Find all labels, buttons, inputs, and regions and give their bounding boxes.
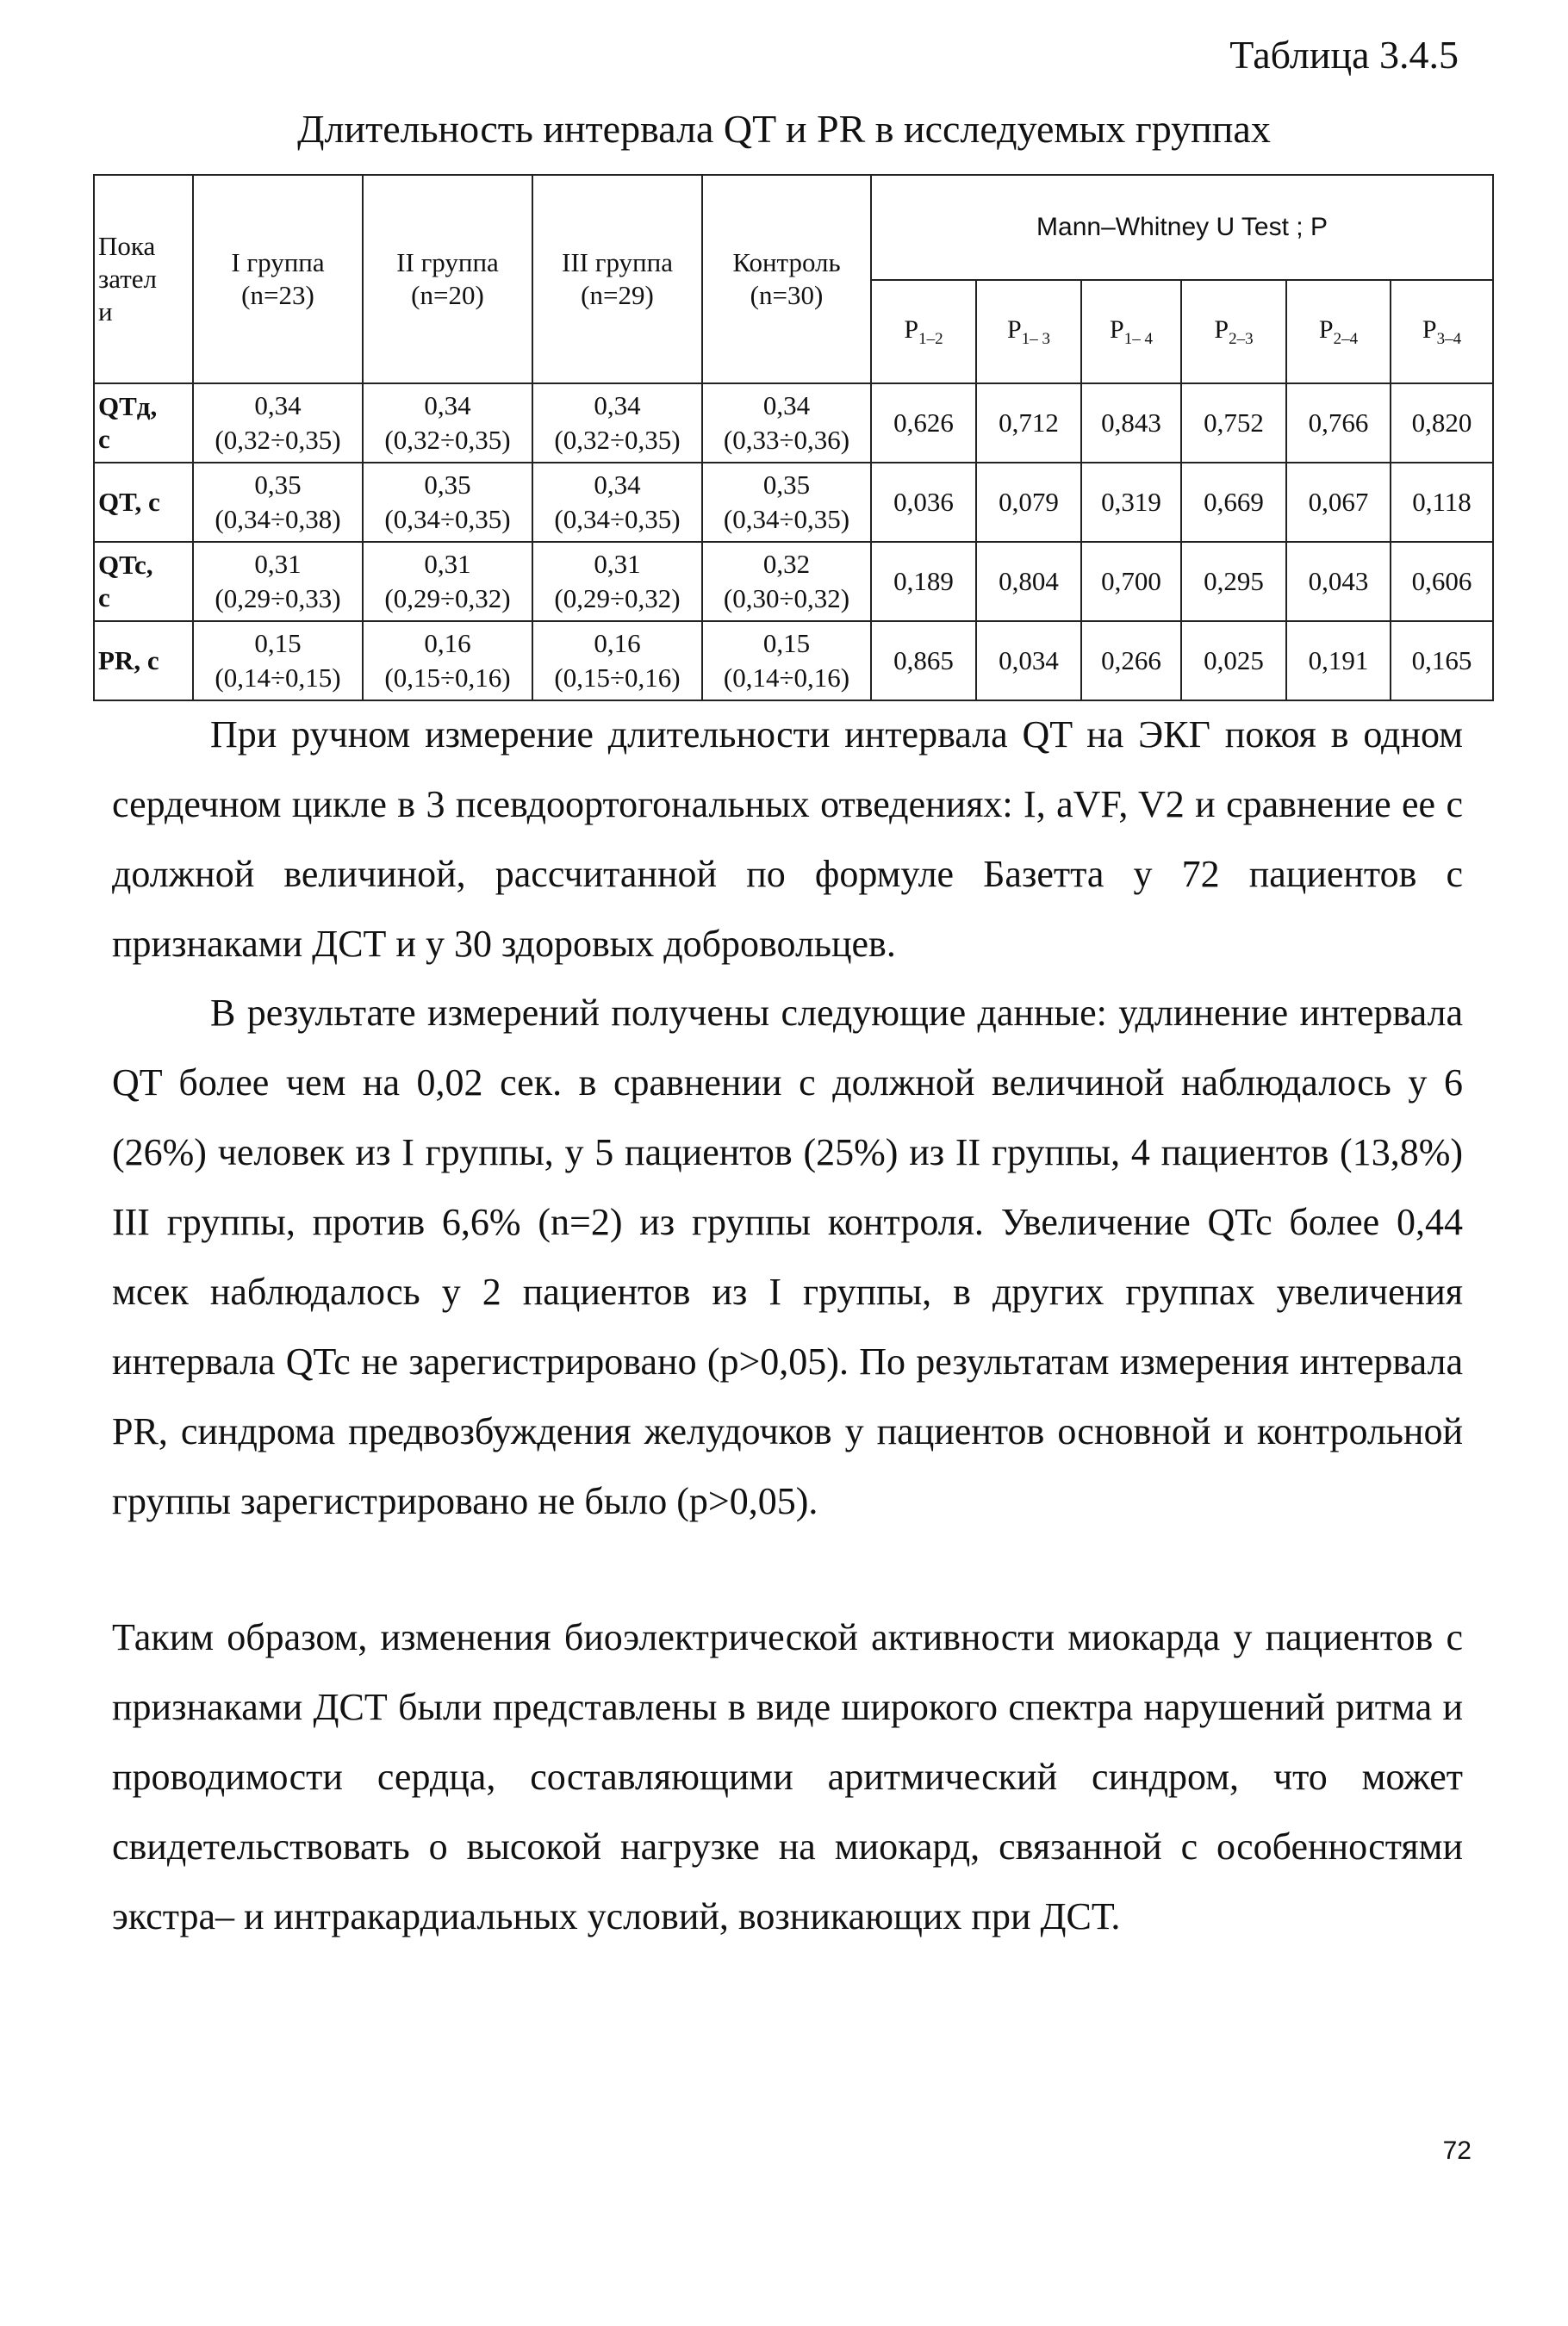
paragraph-text: Таким образом, изменения биоэлектрической активности миокарда у пациентов с признаками ДСТ были представлены в виде широкого спектра нарушений ритма и проводимости сердца, составляющими аритмический синдром, что может свидетельствовать о высокой нагрузке на миокард, связанной с особенностями экстра– и интракардиальных условий, возникающих при ДСТ. — [112, 1616, 1463, 1937]
indicator-label: QT, с — [98, 487, 160, 517]
indicator-header — [94, 175, 193, 383]
median-value: 0,34 — [254, 390, 302, 420]
p-value-cell: 0,191 — [1286, 621, 1391, 700]
group-value-cell — [532, 542, 702, 621]
group-value-cell — [532, 621, 702, 700]
p-value-cell: 0,118 — [1391, 463, 1493, 542]
indicator-label: QTc, с — [98, 550, 153, 613]
range-value: (0,32÷0,35) — [554, 425, 681, 455]
p-value-cell: 0,626 — [871, 383, 976, 463]
range-value: (0,29÷0,32) — [554, 583, 681, 613]
median-value: 0,34 — [594, 470, 641, 500]
range-value: (0,33÷0,36) — [723, 425, 850, 455]
p-value-cell: 0,843 — [1081, 383, 1181, 463]
median-value: 0,16 — [424, 628, 471, 658]
data-table — [93, 174, 1494, 701]
group-value-cell — [193, 463, 363, 542]
p-value-cell: 0,712 — [976, 383, 1081, 463]
group-name: II группа — [396, 247, 499, 277]
group-header-control — [702, 175, 871, 383]
group-name: Контроль — [732, 247, 841, 277]
p-header: $P_{1- 3}$ — [976, 280, 1081, 383]
group-value-cell — [193, 542, 363, 621]
table-row — [94, 542, 1493, 621]
p-value-cell: 0,865 — [871, 621, 976, 700]
group-value-cell — [363, 383, 532, 463]
mann-whitney-header: Mann–Whitney U Test ; P — [871, 175, 1493, 280]
paragraph-text: При ручном измерение длительности интервала QT на ЭКГ покоя в одном сердечном цикле в 3 псевдоортогональных отведениях: I, aVF, V2 и сравнение ее с должной величиной, рассчитанной по формуле Базетта у 72 пациентов с признаками ДСТ и у 30 здоровых добровольцев. — [112, 713, 1463, 965]
group-value-cell — [702, 621, 871, 700]
indicator-label: QTд, с — [98, 391, 158, 454]
paragraph-2 — [112, 978, 1463, 1536]
group-value-cell — [532, 463, 702, 542]
median-value: 0,34 — [762, 390, 811, 420]
p-value-cell: 0,820 — [1391, 383, 1493, 463]
p-header: $P_{1- 4}$ — [1081, 280, 1181, 383]
p-header: $P_{2-3}$ — [1181, 280, 1286, 383]
median-value: 0,31 — [424, 549, 471, 579]
group-header-1 — [193, 175, 363, 383]
p-value-cell: 0,036 — [871, 463, 976, 542]
group-n: (n=30) — [750, 280, 824, 310]
p-value-cell: 0,319 — [1081, 463, 1181, 542]
p-value-cell: 0,025 — [1181, 621, 1286, 700]
group-name: III группа — [562, 247, 673, 277]
median-value: 0,32 — [762, 549, 811, 579]
range-value: (0,14÷0,16) — [723, 662, 850, 693]
group-value-cell — [702, 383, 871, 463]
page-number: 72 — [1442, 2136, 1472, 2165]
table-body — [94, 383, 1493, 700]
group-value-cell — [363, 542, 532, 621]
group-header-2 — [363, 175, 532, 383]
paragraph-1 — [112, 700, 1463, 979]
indicator-header-text: Пока зател и — [98, 231, 157, 327]
median-value: 0,31 — [594, 549, 641, 579]
table-header — [94, 175, 1493, 383]
range-value: (0,34÷0,35) — [723, 504, 850, 534]
paragraph-text: В результате измерений получены следующие данные: удлинение интервала QT более чем на 0,02 сек. в сравнении с должной величиной наблюдалось у 6 (26%) человек из I группы, у 5 пациентов (25%) из II группы, 4 пациентов (13,8%) III группы, против 6,6% (n=2) из группы контроля. Увеличение QTc более 0,44 мсек наблюдалось у 2 пациентов из I группы, в других группах увеличения интервала QTc не зарегистрировано (p>0,05). По результатам измерения интервала PR, синдрома предвозбуждения желудочков у пациентов основной и контрольной группы зарегистрировано не было (p>0,05). — [112, 992, 1463, 1522]
p-value-cell: 0,606 — [1391, 542, 1493, 621]
group-value-cell — [702, 542, 871, 621]
indicator-cell — [94, 383, 193, 463]
group-n: (n=29) — [581, 280, 654, 310]
p-value-cell: 0,295 — [1181, 542, 1286, 621]
p-value-cell: 0,752 — [1181, 383, 1286, 463]
range-value: (0,15÷0,16) — [554, 662, 681, 693]
median-value: 0,16 — [594, 628, 641, 658]
range-value: (0,29÷0,33) — [215, 583, 341, 613]
p-value-cell: 0,079 — [976, 463, 1081, 542]
p-value-cell: 0,266 — [1081, 621, 1181, 700]
median-value: 0,15 — [254, 628, 302, 658]
p-value-cell: 0,067 — [1286, 463, 1391, 542]
table-label: Таблица 3.4.5 — [1229, 33, 1459, 77]
group-value-cell — [532, 383, 702, 463]
median-value: 0,35 — [762, 470, 811, 500]
p-header: $P_{2-4}$ — [1286, 280, 1391, 383]
p-header: $P_{3-4}$ — [1391, 280, 1493, 383]
range-value: (0,34÷0,35) — [384, 504, 511, 534]
table-title: Длительность интервала QT и PR в исследуемых группах — [297, 107, 1271, 151]
indicator-cell — [94, 463, 193, 542]
p-value-cell: 0,034 — [976, 621, 1081, 700]
range-value: (0,34÷0,35) — [554, 504, 681, 534]
indicator-cell — [94, 621, 193, 700]
median-value: 0,31 — [254, 549, 302, 579]
p-value-cell: 0,669 — [1181, 463, 1286, 542]
group-n: (n=20) — [411, 280, 484, 310]
indicator-cell — [94, 542, 193, 621]
table-row — [94, 463, 1493, 542]
range-value: (0,32÷0,35) — [384, 425, 511, 455]
median-value: 0,34 — [594, 390, 641, 420]
p-value-cell: 0,165 — [1391, 621, 1493, 700]
paragraph-3 — [112, 1602, 1463, 1951]
p-value-cell: 0,766 — [1286, 383, 1391, 463]
p-value-cell: 0,189 — [871, 542, 976, 621]
range-value: (0,15÷0,16) — [384, 662, 511, 693]
p-header: $P_{1-2}$ — [871, 280, 976, 383]
median-value: 0,35 — [424, 470, 471, 500]
range-value: (0,29÷0,32) — [384, 583, 511, 613]
range-value: (0,14÷0,15) — [215, 662, 341, 693]
group-value-cell — [193, 383, 363, 463]
range-value: (0,34÷0,38) — [215, 504, 341, 534]
group-value-cell — [193, 621, 363, 700]
group-value-cell — [702, 463, 871, 542]
group-value-cell — [363, 621, 532, 700]
table-row — [94, 383, 1493, 463]
p-value-cell: 0,700 — [1081, 542, 1181, 621]
group-name: I группа — [231, 247, 325, 277]
range-value: (0,32÷0,35) — [215, 425, 341, 455]
group-value-cell — [363, 463, 532, 542]
indicator-label: PR, с — [98, 645, 159, 675]
range-value: (0,30÷0,32) — [723, 583, 850, 613]
table-row — [94, 621, 1493, 700]
group-n: (n=23) — [241, 280, 314, 310]
median-value: 0,34 — [424, 390, 471, 420]
p-value-cell: 0,043 — [1286, 542, 1391, 621]
median-value: 0,15 — [762, 628, 811, 658]
group-header-3 — [532, 175, 702, 383]
p-value-cell: 0,804 — [976, 542, 1081, 621]
median-value: 0,35 — [254, 470, 302, 500]
